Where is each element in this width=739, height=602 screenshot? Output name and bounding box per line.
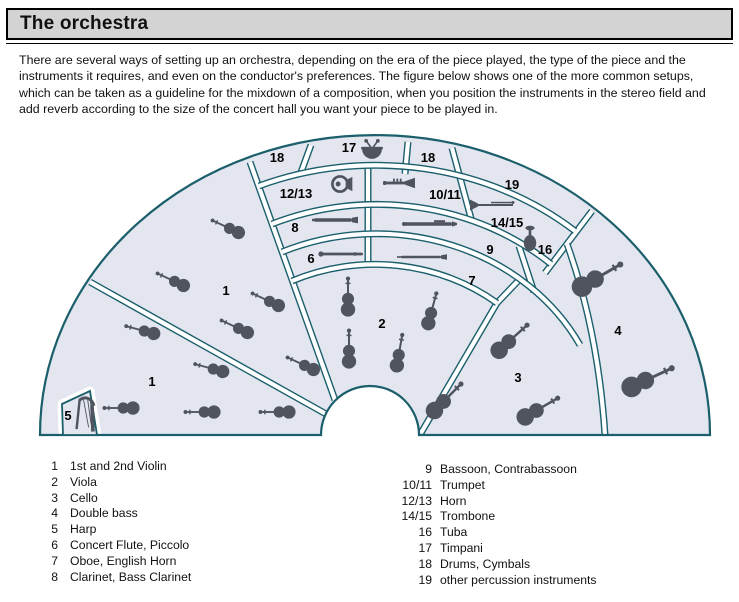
legend-item-label: Cello <box>70 490 98 505</box>
legend-item <box>0 494 739 510</box>
legend-item <box>0 478 739 494</box>
legend-item-number: 7 <box>51 553 58 568</box>
legend-item-label: Tuba <box>440 525 468 540</box>
section-label: 5 <box>64 408 72 423</box>
section-label: 12/13 <box>279 186 313 201</box>
legend-item <box>0 557 739 573</box>
section-label: 3 <box>514 370 522 385</box>
legend-item-number: 5 <box>51 522 58 537</box>
legend-item-label: Drums, Cymbals <box>440 556 531 571</box>
section-label: 10/11 <box>429 187 461 202</box>
section-label: 4 <box>614 323 622 338</box>
section-label: 18 <box>269 150 285 165</box>
legend-right-column <box>0 462 739 588</box>
legend-item-label: Horn <box>440 493 467 508</box>
legend-item-label: Oboe, English Horn <box>70 553 177 568</box>
legend-item-label: Viola <box>70 474 97 489</box>
legend-item-number: 18 <box>418 556 432 571</box>
section-label: 19 <box>504 177 520 192</box>
legend-item-label: Trombone <box>440 509 496 524</box>
orchestra-fan <box>40 135 710 435</box>
legend-item-number: 6 <box>51 537 58 552</box>
section-label: 18 <box>420 150 436 165</box>
section-label: 1 <box>222 283 230 298</box>
legend-item-number: 16 <box>418 525 432 540</box>
legend-item-number: 9 <box>425 462 432 476</box>
orchestra-diagram <box>0 134 739 450</box>
legend-item-number: 10/11 <box>402 477 432 492</box>
legend-item-label: Concert Flute, Piccolo <box>70 537 190 552</box>
legend <box>0 459 739 585</box>
legend-item-label: other percussion instruments <box>440 572 597 587</box>
legend-item-label: Clarinet, Bass Clarinet <box>70 569 192 584</box>
page-title: The orchestra <box>20 13 149 34</box>
legend-item-number: 17 <box>418 540 432 555</box>
section-label: 14/15 <box>490 215 524 230</box>
legend-item-number: 12/13 <box>401 493 432 508</box>
legend-item <box>0 525 739 541</box>
legend-item-label: Timpani <box>440 540 483 555</box>
legend-item <box>0 509 739 525</box>
legend-item-number: 2 <box>51 474 58 489</box>
legend-item-number: 8 <box>51 569 58 584</box>
legend-item-label: Harp <box>70 522 97 537</box>
section-label: 6 <box>307 251 315 266</box>
legend-item-number: 4 <box>51 506 58 521</box>
legend-item-number: 3 <box>51 490 58 505</box>
section-label: 8 <box>291 220 299 235</box>
legend-item-label: 1st and 2nd Violin <box>70 459 167 473</box>
section-label: 2 <box>378 316 386 331</box>
section-label: 16 <box>537 242 553 257</box>
legend-item <box>0 541 739 557</box>
section-label: 17 <box>341 140 357 155</box>
section-label: 1 <box>148 374 156 389</box>
section-label: 9 <box>486 242 494 257</box>
legend-item-label: Trumpet <box>440 477 485 492</box>
page-title-bar <box>6 8 733 40</box>
intro-paragraph: There are several ways of setting up an orchestra, depending on the era of the piece played, the type of the piece and the instruments it requires, and even on the conductor's preferences. The figure below shows one of the more common setups, which can be taken as a guideline for the mixdown of a composition, when you position the instruments in the stereo field and add reverb according to the size of the concert hall you want your piece to be played in. <box>19 53 706 117</box>
title-underline <box>6 43 733 44</box>
legend-item-number: 14/15 <box>401 509 432 524</box>
legend-item <box>0 462 739 478</box>
section-label: 7 <box>468 273 476 288</box>
legend-item-number: 1 <box>51 459 58 473</box>
legend-item <box>0 573 739 589</box>
legend-item-label: Double bass <box>70 506 138 521</box>
legend-item-label: Bassoon, Contrabassoon <box>440 462 577 476</box>
legend-item-number: 19 <box>418 572 432 587</box>
